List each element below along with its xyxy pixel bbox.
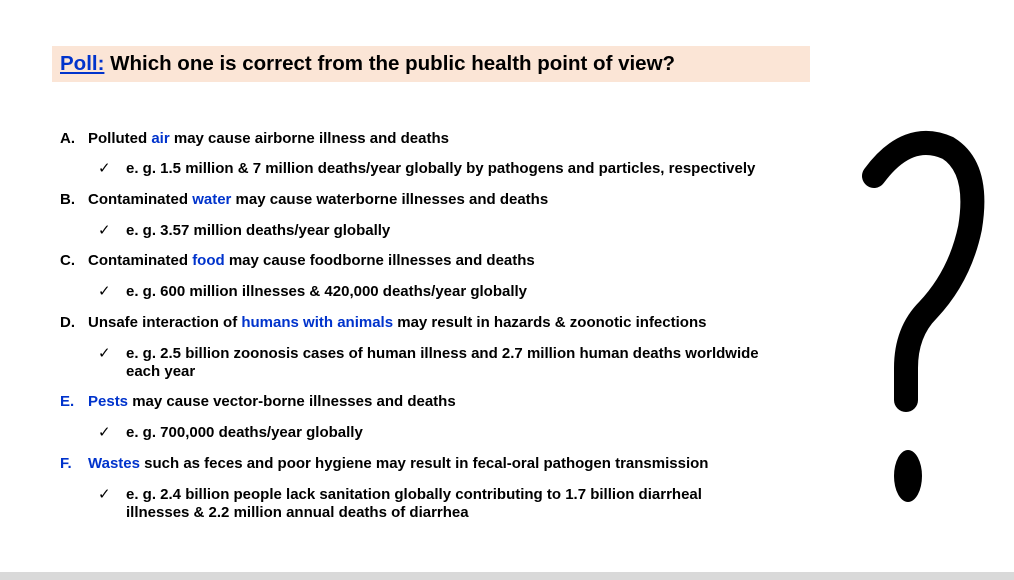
detail-line: e. g. 600 million illnesses & 420,000 deaths/year globally bbox=[126, 283, 528, 300]
option-b bbox=[60, 191, 548, 209]
option-keyword: water bbox=[192, 191, 232, 208]
option-letter: F. bbox=[60, 455, 72, 472]
detail-line: e. g. 2.4 billion people lack sanitation globally contributing to 1.7 billion diarrheal bbox=[126, 486, 702, 503]
option-d bbox=[60, 314, 706, 332]
option-keyword: food bbox=[192, 252, 225, 269]
option-f bbox=[60, 455, 708, 473]
option-text-post: may result in hazards & zoonotic infections bbox=[393, 314, 707, 331]
option-text-pre: Contaminated bbox=[88, 191, 193, 208]
option-letter: B. bbox=[60, 191, 75, 208]
detail-line: e. g. 3.57 million deaths/year globally bbox=[126, 222, 391, 239]
poll-question: Which one is correct from the public health point of view? bbox=[110, 52, 676, 75]
option-c bbox=[60, 252, 535, 270]
option-text-pre: Unsafe interaction of bbox=[88, 314, 242, 331]
option-keyword: air bbox=[151, 130, 170, 147]
question-mark-icon bbox=[848, 118, 988, 518]
option-text-post: such as feces and poor hygiene may result in fecal-oral pathogen transmission bbox=[139, 455, 709, 472]
option-text-pre: Contaminated bbox=[88, 252, 193, 269]
detail-line: e. g. 700,000 deaths/year globally bbox=[126, 424, 363, 441]
poll-title bbox=[52, 46, 810, 82]
option-letter: E. bbox=[60, 393, 75, 410]
checkmark-icon: ✓ bbox=[98, 486, 111, 503]
checkmark-icon: ✓ bbox=[98, 424, 111, 441]
option-letter: D. bbox=[60, 314, 75, 331]
option-text-post: may cause waterborne illnesses and deaths bbox=[231, 191, 549, 208]
detail-line: e. g. 1.5 million & 7 million deaths/year globally by pathogens and particles, respectively bbox=[126, 160, 756, 177]
checkmark-icon: ✓ bbox=[98, 160, 111, 177]
detail-line: e. g. 2.5 billion zoonosis cases of human illness and 2.7 million human deaths worldwide bbox=[126, 345, 759, 362]
detail-line: each year bbox=[126, 363, 196, 380]
option-keyword: humans with animals bbox=[241, 314, 394, 331]
option-keyword: Pests bbox=[88, 393, 129, 410]
poll-label: Poll: bbox=[60, 52, 105, 75]
option-text-post: may cause vector-borne illnesses and deaths bbox=[128, 393, 456, 410]
option-text-post: may cause foodborne illnesses and deaths bbox=[224, 252, 535, 269]
bottom-bar bbox=[0, 572, 1014, 580]
option-text-pre: Polluted bbox=[88, 130, 152, 147]
checkmark-icon: ✓ bbox=[98, 345, 111, 362]
option-a bbox=[60, 130, 449, 148]
checkmark-icon: ✓ bbox=[98, 222, 111, 239]
option-letter: A. bbox=[60, 130, 75, 147]
detail-line: illnesses & 2.2 million annual deaths of diarrhea bbox=[126, 504, 469, 521]
option-e bbox=[60, 393, 456, 411]
checkmark-icon: ✓ bbox=[98, 283, 111, 300]
option-letter: C. bbox=[60, 252, 75, 269]
option-text-post: may cause airborne illness and deaths bbox=[169, 130, 449, 147]
option-keyword: Wastes bbox=[88, 455, 140, 472]
